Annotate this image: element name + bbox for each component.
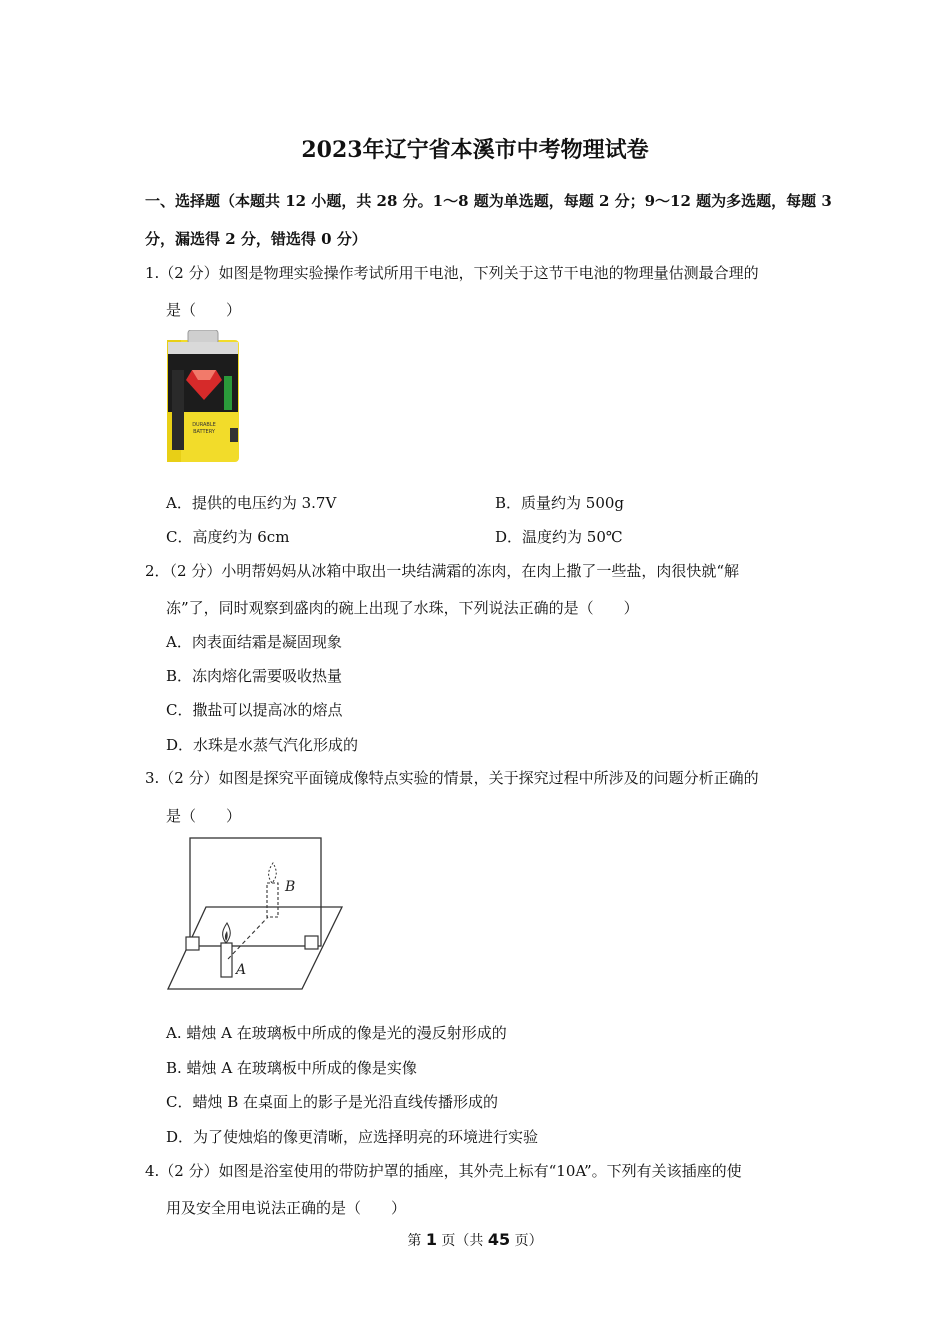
question-2-option-c: C．撒盐可以提高冰的熔点 (166, 701, 343, 719)
question-2-option-d: D．水珠是水蒸气汽化形成的 (166, 736, 359, 754)
footer-prefix: 第 (407, 1233, 426, 1249)
question-4-stem-line1: 4.（2 分）如图是浴室使用的带防护罩的插座，其外壳上标有“10A”。下列有关该插座的使 (145, 1162, 742, 1180)
page-title: 2023年辽宁省本溪市中考物理试卷 (301, 137, 649, 163)
battery-image (166, 330, 240, 464)
footer-page-number: 1 (425, 1230, 437, 1249)
figure-label-a: A (236, 962, 247, 978)
svg-text:DURABLE: DURABLE (192, 422, 216, 428)
question-2-stem-line1: 2．（2 分）小明帮妈妈从冰箱中取出一块结满霜的冻肉，在肉上撒了一些盐，肉很快就“解 (145, 562, 740, 580)
page-footer (0, 1230, 950, 1250)
figure-label-b: B (285, 879, 296, 895)
question-1-option-c: C．高度约为 6cm (166, 528, 290, 546)
section-heading-line2: 分，漏选得 2 分，错选得 0 分） (145, 230, 367, 248)
section-heading-line1: 一、选择题（本题共 12 小题，共 28 分。1～8 题为单选题，每题 2 分；9～12 题为多选题，每题 3 (145, 192, 832, 210)
question-1-option-d: D．温度约为 50℃ (495, 528, 623, 546)
question-3-stem-line1: 3.（2 分）如图是探究平面镜成像特点实验的情景，关于探究过程中所涉及的问题分析正确的 (145, 769, 759, 787)
question-2-option-b: B．冻肉熔化需要吸收热量 (166, 667, 343, 685)
svg-text:BATTERY: BATTERY (193, 429, 215, 435)
question-3-stem-line2: 是（ ） (166, 807, 242, 825)
footer-total-pages: 45 (487, 1230, 511, 1249)
question-2-stem-line2: 冻”了，同时观察到盛肉的碗上出现了水珠，下列说法正确的是（ ） (166, 599, 639, 617)
question-4-stem-line2: 用及安全用电说法正确的是（ ） (166, 1199, 407, 1217)
question-2-option-a: A．肉表面结霜是凝固现象 (166, 633, 342, 651)
question-3-option-b: B. 蜡烛 A 在玻璃板中所成的像是实像 (166, 1059, 417, 1077)
question-1-stem-line1: 1.（2 分）如图是物理实验操作考试所用干电池，下列关于这节干电池的物理量估测最合理的 (145, 264, 759, 282)
question-3-option-a: A. 蜡烛 A 在玻璃板中所成的像是光的漫反射形成的 (166, 1024, 507, 1042)
question-1-option-a: A．提供的电压约为 3.7V (166, 494, 337, 512)
footer-mid: 页（共 (436, 1233, 488, 1249)
question-1-option-b: B．质量约为 500g (495, 494, 625, 512)
question-1-stem-line2: 是（ ） (166, 301, 242, 319)
question-3-option-c: C．蜡烛 B 在桌面上的影子是光沿直线传播形成的 (166, 1093, 499, 1111)
footer-suffix: 页） (510, 1233, 543, 1249)
question-3-option-d: D．为了使烛焰的像更清晰，应选择明亮的环境进行实验 (166, 1128, 539, 1146)
plane-mirror-figure (164, 835, 346, 995)
